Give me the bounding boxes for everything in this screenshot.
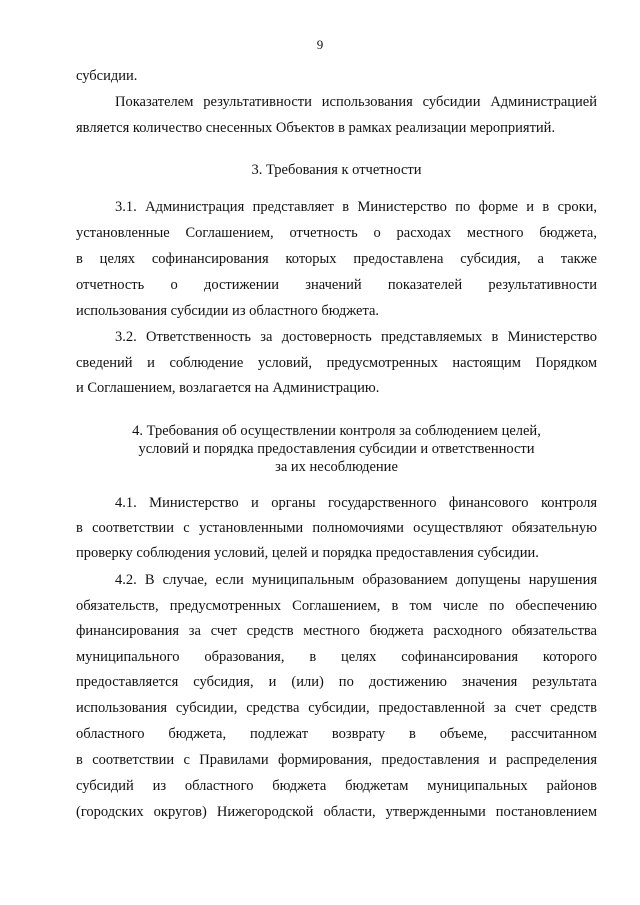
section-heading: за их несоблюдение (275, 459, 398, 475)
text-line: обязательств, предусмотренных Соглашением, в том числе по обеспечению (76, 598, 597, 614)
text-line: муниципального образования, в целях софинансирования которого (76, 649, 597, 665)
section-heading: условий и порядка предоставления субсидии и ответственности (138, 441, 535, 457)
text-line: 4.2. В случае, если муниципальным образованием допущены нарушения (115, 572, 597, 588)
text-line: в соответствии с Правилами формирования, предоставления и распределения (76, 752, 597, 768)
text-line: областного бюджета, подлежат возврату в объеме, рассчитанном (76, 726, 597, 742)
text-line: Показателем результативности использования субсидии Администрацией (115, 94, 597, 110)
text-line: проверку соблюдения условий, целей и порядка предоставления субсидии. (76, 545, 539, 561)
text-line: 4.1. Министерство и органы государственного финансового контроля (115, 495, 597, 511)
text-line: 3.1. Администрация представляет в Министерство по форме и в сроки, (115, 199, 597, 215)
text-line: является количество снесенных Объектов в рамках реализации мероприятий. (76, 120, 556, 136)
text-line: предоставляется субсидия, и (или) по достижению значения результата (76, 674, 597, 690)
page-number: 9 (316, 37, 324, 52)
section-heading: 3. Требования к отчетности (251, 162, 422, 178)
text-line: 3.2. Ответственность за достоверность представляемых в Министерство (115, 329, 597, 345)
text-line: сведений и соблюдение условий, предусмотренных настоящим Порядком (76, 355, 597, 371)
text-line: установленные Соглашением, отчетность о расходах местного бюджета, (76, 225, 597, 241)
text-line: и Соглашением, возлагается на Администрацию. (76, 380, 380, 396)
section-heading: 4. Требования об осуществлении контроля за соблюдением целей, (132, 423, 541, 439)
text-line: в целях софинансирования которых предоставлена субсидия, а также (76, 251, 597, 267)
text-line: использования субсидии, средства субсидии, предоставленной за счет средств (76, 700, 597, 716)
text-line: финансирования за счет средств местного бюджета расходного обязательства (76, 623, 597, 639)
text-line: субсидий из областного бюджета бюджетам муниципальных районов (76, 778, 597, 794)
text-line: субсидии. (76, 68, 138, 84)
text-line: в соответствии с установленными полномочиями осуществляют обязательную (76, 520, 597, 536)
text-line: отчетность о достижении значений показателей результативности (76, 277, 597, 293)
text-line: (городских округов) Нижегородской области, утвержденными постановлением (76, 804, 597, 820)
text-line: использования субсидии из областного бюджета. (76, 303, 380, 319)
